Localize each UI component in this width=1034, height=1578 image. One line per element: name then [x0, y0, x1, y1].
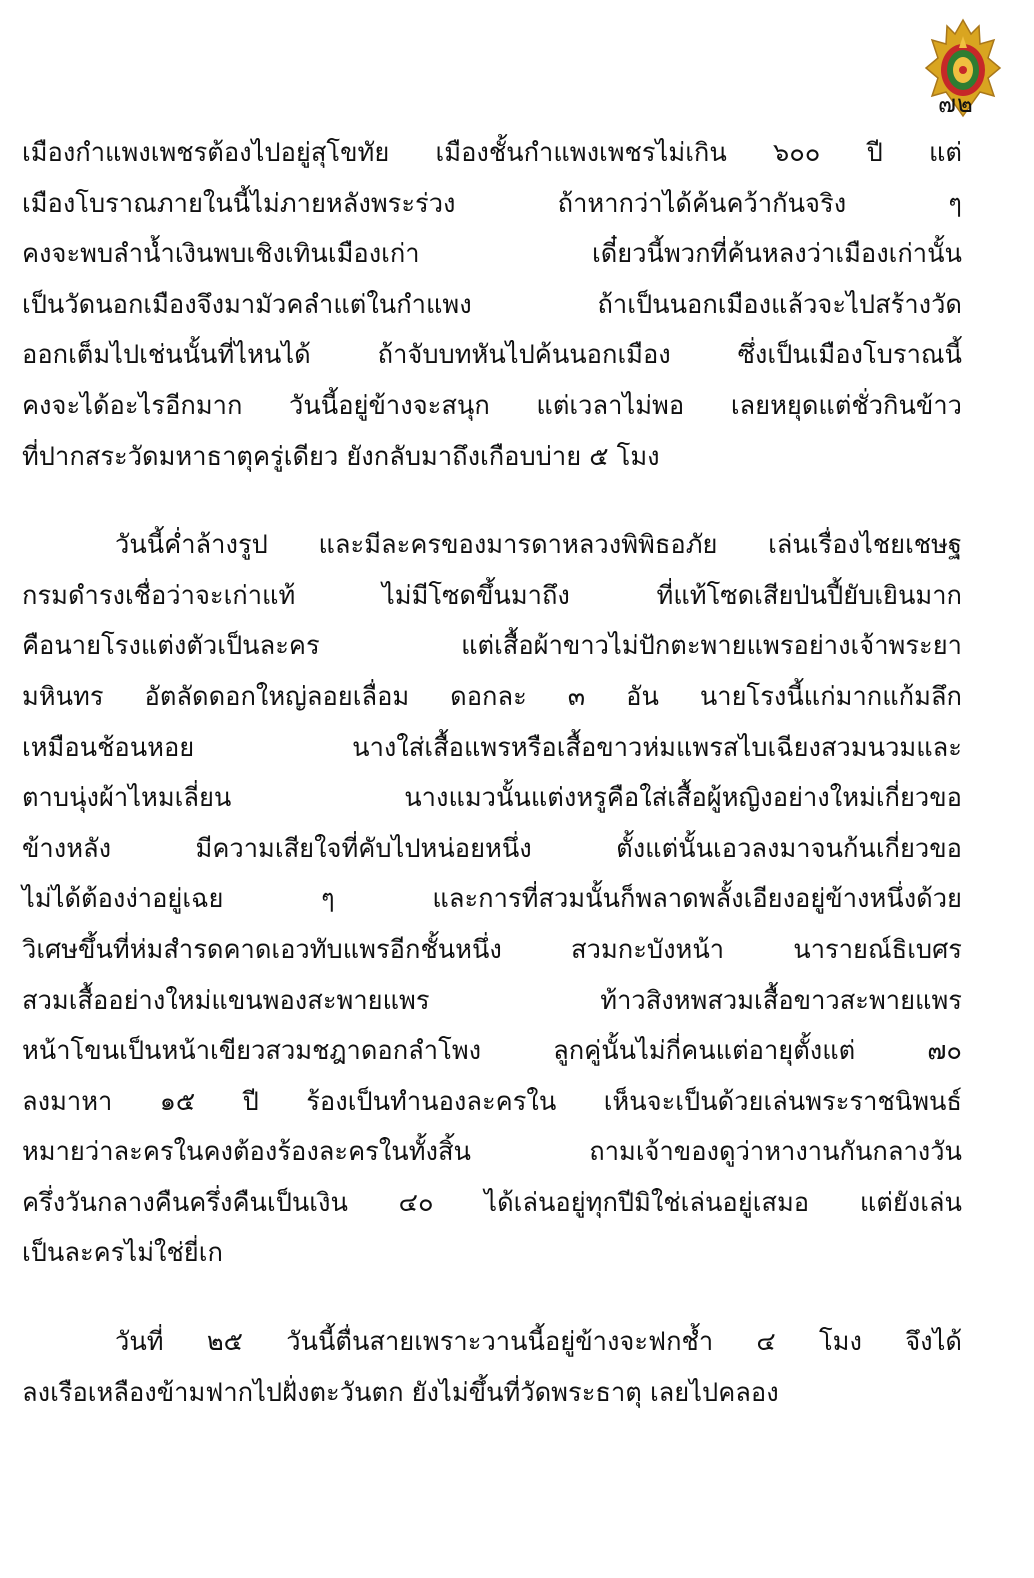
text-line: ลงมาหา ๑๕ ปี ร้องเป็นทำนองละครใน เห็นจะเป็นด้วยเล่นพระราชนิพนธ์	[22, 1086, 962, 1117]
text-line: คงจะพบลำน้ำเงินพบเชิงเทินเมืองเก่า เดี๋ยวนี้พวกที่ค้นหลงว่าเมืองเก่านั้น	[22, 239, 962, 270]
text-line: ไม่ได้ต้องง่าอยู่เฉย ๆ และการที่สวมนั้นก็พลาดพลั้งเอียงอยู่ข้างหนึ่งด้วย	[22, 884, 962, 915]
text-line: คงจะได้อะไรอีกมาก วันนี้อยู่ข้างจะสนุก แต่เวลาไม่พอ เลยหยุดแต่ชั่วกินข้าว	[22, 390, 962, 421]
text-line: สวมเสื้ออย่างใหม่แขนพองสะพายแพร ท้าวสิงหพสวมเสื้อขาวสะพายแพร	[22, 985, 962, 1016]
text-line: หมายว่าละครในคงต้องร้องละครในทั้งสิ้น ถามเจ้าของดูว่าหางานกันกลางวัน	[22, 1137, 962, 1168]
paragraph-gap	[22, 482, 962, 520]
text-line: มหินทร อัตลัดดอกใหญ่ลอยเลื่อม ดอกละ ๓ อัน นายโรงนี้แก่มากแก้มลึก	[22, 681, 962, 712]
text-line: วันที่ ๒๕ วันนี้ตื่นสายเพราะวานนี้อยู่ข้างจะฟกช้ำ ๔ โมง จึงได้	[115, 1327, 962, 1358]
text-line: เป็นวัดนอกเมืองจึงมามัวคลำแต่ในกำแพง ถ้าเป็นนอกเมืองแล้วจะไปสร้างวัด	[22, 289, 962, 320]
text-line: เป็นละครไม่ใช่ยี่เก	[22, 1238, 223, 1269]
text-line: ครึ่งวันกลางคืนครึ่งคืนเป็นเงิน ๔๐ ได้เล่นอยู่ทุกปีมิใช่เล่นอยู่เสมอ แต่ยังเล่น	[22, 1187, 962, 1218]
text-line: เมืองโบราณภายในนี้ไม่ภายหลังพระร่วง ถ้าหากว่าได้ค้นคว้ากันจริง ๆ	[22, 188, 962, 219]
text-line: ข้างหลัง มีความเสียใจที่คับไปหน่อยหนึ่ง ตั้งแต่นั้นเอวลงมาจนก้นเกี่ยวขอ	[22, 833, 962, 864]
text-line: ตาบนุ่งผ้าไหมเลี่ยน นางแมวนั้นแต่งหรูคือใส่เสื้อผู้หญิงอย่างใหม่เกี่ยวขอ	[22, 783, 962, 814]
text-line: ที่ปากสระวัดมหาธาตุครู่เดียว ยังกลับมาถึงเกือบบ่าย ๕ โมง	[22, 441, 660, 472]
text-line: ลงเรือเหลืองข้ามฟากไปฝั่งตะวันตก ยังไม่ขึ้นที่วัดพระธาตุ เลยไปคลอง	[22, 1377, 779, 1408]
text-line: เมืองกำแพงเพชรต้องไปอยู่สุโขทัย เมืองชั้นกำแพงเพชรไม่เกิน ๖๐๐ ปี แต่	[22, 138, 962, 168]
text-line: วิเศษขึ้นที่ห่มสำรดคาดเอวทับแพรอีกชั้นหนึ่ง สวมกะบังหน้า นารายณ์ธิเบศร	[22, 934, 962, 965]
text-line: เหมือนช้อนหอย นางใส่เสื้อแพรหรือเสื้อขาวห่มแพรสไบเฉียงสวมนวมและ	[22, 732, 962, 763]
paragraph	[22, 520, 962, 1279]
text-line: หน้าโขนเป็นหน้าเขียวสวมชฎาดอกลำโพง ลูกคู่นั้นไม่กี่คนแต่อายุตั้งแต่ ๗๐	[22, 1036, 962, 1067]
page-number: ๗๒	[938, 90, 974, 118]
text-line: กรมดำรงเชื่อว่าจะเก่าแท้ ไม่มีโซดขึ้นมาถึง ที่แท้โซดเสียป่นปี้ยับเยินมาก	[22, 580, 962, 611]
text-line: ออกเต็มไปเช่นนั้นที่ไหนได้ ถ้าจับบทหันไปค้นนอกเมือง ซึ่งเป็นเมืองโบราณนี้	[22, 340, 962, 371]
paragraph	[22, 128, 962, 482]
text-line: คือนายโรงแต่งตัวเป็นละคร แต่เสื้อผ้าขาวไม่ปักตะพายแพรอย่างเจ้าพระยา	[22, 631, 962, 662]
paragraph-gap	[22, 1279, 962, 1317]
text-line: วันนี้ค่ำล้างรูป และมีละครของมารดาหลวงพิพิธอภัย เล่นเรื่องไชยเชษฐ	[115, 530, 962, 561]
body-text	[22, 128, 962, 1418]
paragraph	[22, 1317, 962, 1418]
